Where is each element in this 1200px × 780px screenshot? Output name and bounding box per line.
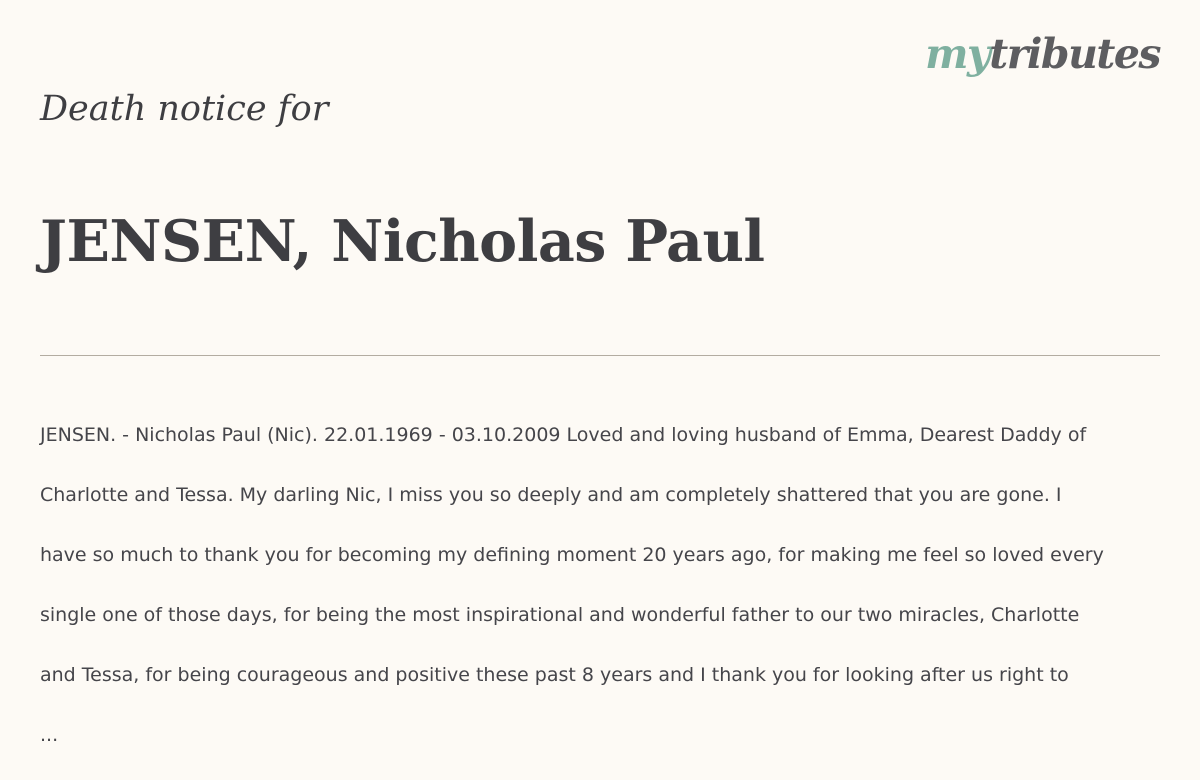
notice-text <box>40 390 1160 780</box>
mytributes-logo[interactable] <box>925 30 1160 78</box>
logo-prefix: my <box>925 30 990 78</box>
notice-heading: Death notice for <box>40 89 329 129</box>
divider <box>40 355 1160 356</box>
notice-line: have so much to thank you for becoming my defining moment 20 years ago, for making me feel so loved every <box>40 544 1104 566</box>
notice-line: single one of those days, for being the most inspirational and wonderful father to our two miracles, Charlotte <box>40 604 1080 626</box>
notice-line: Charlotte and Tessa. My darling Nic, I miss you so deeply and am completely shattered that you are gone. I <box>40 484 1062 506</box>
notice-line: and Tessa, for being courageous and positive these past 8 years and I thank you for looking after us right to <box>40 664 1069 686</box>
deceased-name: JENSEN, Nicholas Paul <box>40 208 765 275</box>
logo-suffix: tributes <box>989 30 1160 78</box>
notice-line: JENSEN. - Nicholas Paul (Nic). 22.01.1969 - 03.10.2009 Loved and loving husband of Emma, Dearest Daddy of <box>40 424 1087 446</box>
notice-ellipsis: ... <box>40 724 59 746</box>
